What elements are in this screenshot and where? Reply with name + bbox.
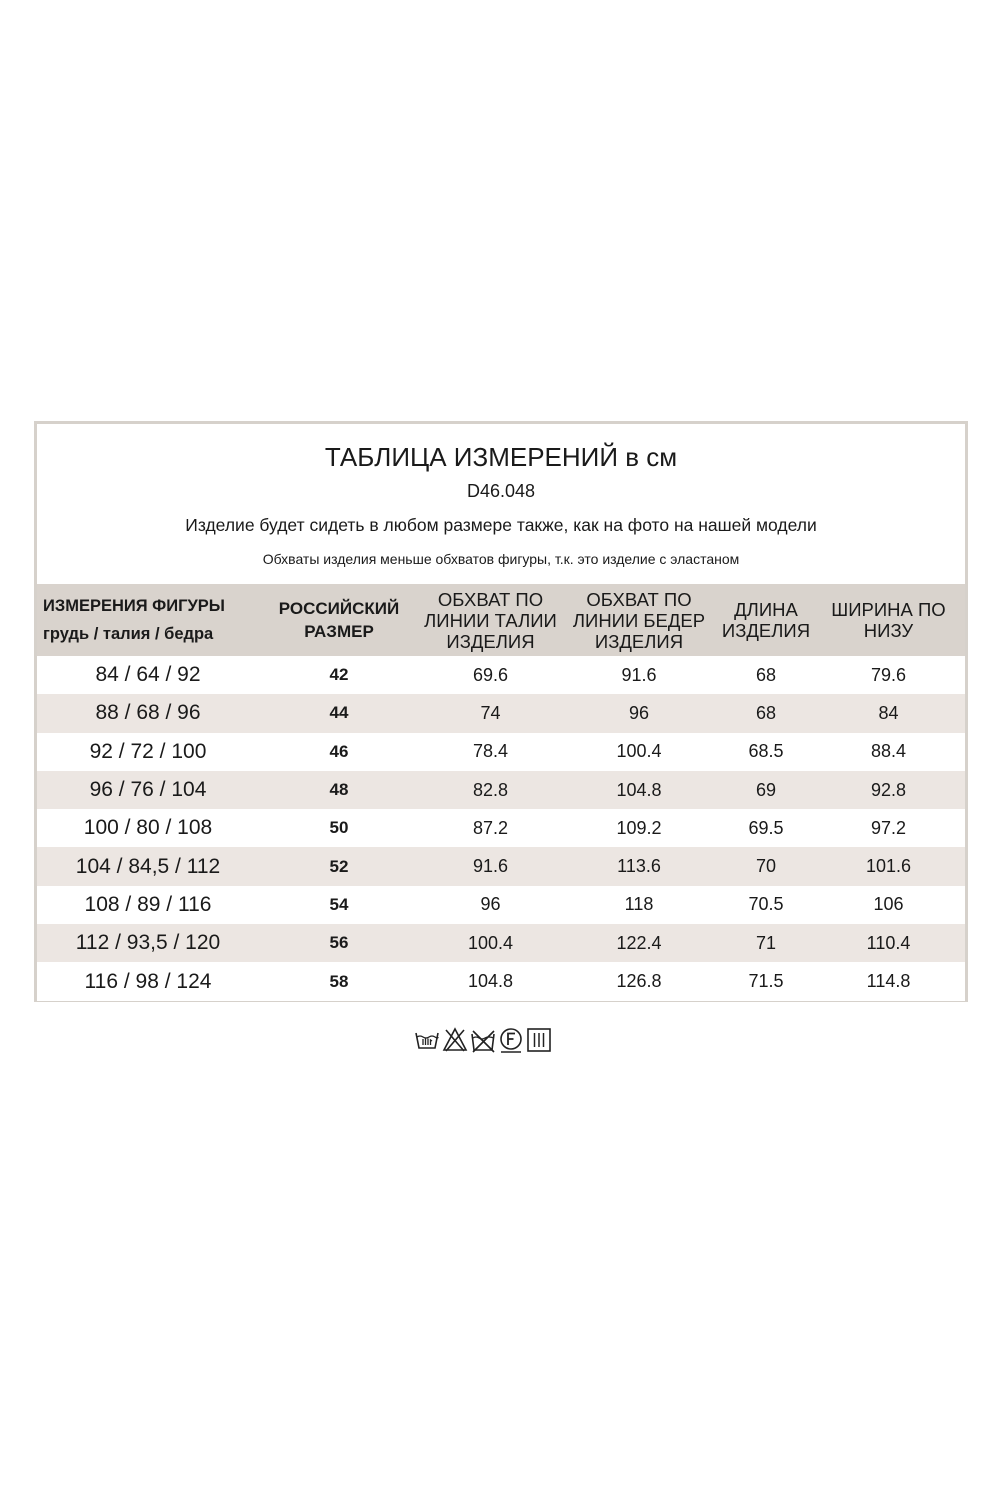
column-header-line: ИЗДЕЛИЯ <box>721 620 811 641</box>
hem-width-cell: 84 <box>878 702 899 723</box>
elastane-note: Обхваты изделия меньше обхватов фигуры, т.к. это изделие с эластаном <box>262 551 740 567</box>
dry-clean-f-icon <box>498 1026 524 1054</box>
waist-girth-cell: 87.2 <box>472 817 509 838</box>
chart-title: ТАБЛИЦА ИЗМЕРЕНИЙ в см <box>324 442 678 472</box>
no-tumble-dry-icon <box>470 1026 496 1054</box>
column-header-size <box>255 584 423 656</box>
russian-size-cell: 44 <box>329 703 349 723</box>
waist-girth-cell: 96 <box>480 894 501 915</box>
hip-girth-cell: 109.2 <box>616 817 662 838</box>
hem-width-cell: 106 <box>873 894 904 915</box>
column-header-line: ЛИНИИ БЕДЕР <box>572 609 706 631</box>
waist-girth-cell: 69.6 <box>472 664 509 685</box>
hem-width-cell: 114.8 <box>866 971 911 992</box>
size-chart-card <box>34 421 968 1002</box>
table-row <box>37 656 965 694</box>
hand-wash-icon <box>414 1026 440 1054</box>
waist-girth-cell: 78.4 <box>472 741 509 762</box>
column-header-line: ОБХВАТ ПО <box>437 588 544 610</box>
hem-width-cell: 92.8 <box>870 779 907 800</box>
line-dry-icon <box>526 1026 552 1054</box>
care-symbols <box>414 1026 564 1054</box>
column-header-waist <box>423 584 558 656</box>
hip-girth-cell: 91.6 <box>621 664 657 685</box>
russian-size-cell: 58 <box>329 971 349 991</box>
table-row <box>37 771 965 809</box>
russian-size-cell: 54 <box>329 894 349 914</box>
length-cell: 69 <box>755 779 777 800</box>
table-header-row <box>37 584 965 656</box>
column-header-hips <box>558 584 720 656</box>
hem-width-cell: 97.2 <box>870 817 907 838</box>
length-cell: 70 <box>755 856 777 877</box>
figure-measurements-cell: 108 / 89 / 116 <box>84 892 212 916</box>
column-header-hem-width <box>812 584 965 656</box>
table-row <box>37 694 965 732</box>
russian-size-cell: 50 <box>329 818 349 838</box>
russian-size-cell: 56 <box>329 933 349 953</box>
russian-size-cell: 52 <box>329 856 349 876</box>
russian-size-cell: 42 <box>329 665 349 685</box>
length-cell: 71 <box>755 932 777 953</box>
table-row <box>37 924 965 962</box>
column-header-length <box>720 584 812 656</box>
column-header-figure <box>37 584 255 656</box>
column-header-line: НИЗУ <box>863 620 914 641</box>
column-header-line: ОБХВАТ ПО <box>586 588 692 610</box>
figure-measurements-cell: 92 / 72 / 100 <box>89 739 207 763</box>
column-header-line: ЛИНИИ ТАЛИИ <box>424 609 557 631</box>
waist-girth-cell: 74 <box>480 702 501 723</box>
hip-girth-cell: 113.6 <box>617 856 661 877</box>
figure-measurements-cell: 104 / 84,5 / 112 <box>75 854 221 878</box>
hip-girth-cell: 96 <box>628 702 650 723</box>
waist-girth-cell: 104.8 <box>467 971 514 992</box>
column-header-line: ИЗМЕРЕНИЯ ФИГУРЫ <box>43 597 225 615</box>
hem-width-cell: 101.6 <box>865 856 912 877</box>
fit-note: Изделие будет сидеть в любом размере также, как на фото на нашей модели <box>185 515 817 535</box>
figure-measurements-cell: 84 / 64 / 92 <box>95 663 201 687</box>
length-cell: 68.5 <box>748 741 784 762</box>
hip-girth-cell: 126.8 <box>616 971 662 992</box>
waist-girth-cell: 82.8 <box>472 779 509 800</box>
column-header-line: РОССИЙСКИЙ <box>278 599 400 618</box>
hip-girth-cell: 104.8 <box>616 779 662 800</box>
column-header-line: ИЗДЕЛИЯ <box>446 630 535 652</box>
russian-size-cell: 46 <box>329 741 349 761</box>
hem-width-cell: 88.4 <box>870 741 907 762</box>
no-bleach-icon <box>442 1026 468 1054</box>
length-cell: 71.5 <box>748 971 784 992</box>
hem-width-cell: 79.6 <box>870 664 907 685</box>
figure-measurements-cell: 96 / 76 / 104 <box>89 778 207 802</box>
table-row <box>37 962 965 1000</box>
column-header-line: грудь / талия / бедра <box>43 625 214 643</box>
column-header-line: ИЗДЕЛИЯ <box>594 630 684 652</box>
figure-measurements-cell: 88 / 68 / 96 <box>95 701 201 725</box>
table-row <box>37 809 965 847</box>
table-row <box>37 733 965 771</box>
column-header-line: РАЗМЕР <box>304 622 374 641</box>
table-row <box>37 847 965 885</box>
column-header-line: ШИРИНА ПО <box>831 599 946 620</box>
figure-measurements-cell: 112 / 93,5 / 120 <box>75 931 221 955</box>
hip-girth-cell: 118 <box>624 894 654 915</box>
length-cell: 69.5 <box>748 817 784 838</box>
figure-measurements-cell: 116 / 98 / 124 <box>84 969 212 993</box>
hip-girth-cell: 100.4 <box>616 741 662 762</box>
russian-size-cell: 48 <box>329 780 349 800</box>
waist-girth-cell: 100.4 <box>467 932 514 953</box>
hip-girth-cell: 122.4 <box>616 932 662 953</box>
waist-girth-cell: 91.6 <box>472 856 509 877</box>
figure-measurements-cell: 100 / 80 / 108 <box>83 816 213 840</box>
hem-width-cell: 110.4 <box>866 932 911 953</box>
column-header-line: ДЛИНА <box>734 599 798 620</box>
size-table <box>37 584 965 1001</box>
length-cell: 68 <box>755 702 777 723</box>
table-row <box>37 886 965 924</box>
length-cell: 70.5 <box>748 894 784 915</box>
length-cell: 68 <box>755 664 777 685</box>
article-code: D46.048 <box>466 481 536 501</box>
